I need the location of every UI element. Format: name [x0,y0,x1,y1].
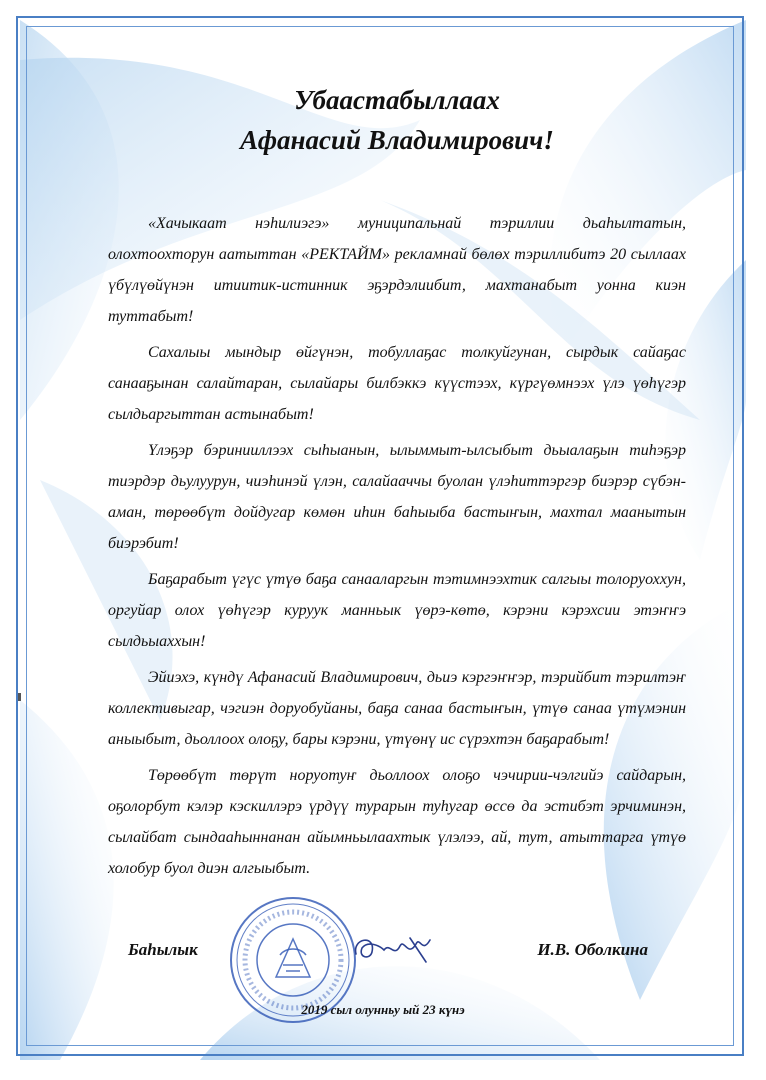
letter-date: 2019 сыл олунньу ый 23 күнэ [301,1002,465,1017]
paragraph: Сахалыы мындыр өйгүнэн, тобуллаҕас толкуйгунан, сырдык сайаҕас санааҕынан салайтаран, сылайары билбэккэ күүстээх, күргүөмнээх үлэ үөһүгэр сылдьаргыттан астынабыт! [108,344,686,423]
letter-body [108,208,686,884]
paragraph: Баҕарабыт үгүс үтүө баҕа санааларгын тэтимнээхтик салгыы толоруоххун, оргуйар олох үөһүгэр куруук манньык үөрэ-көтө, кэрэни кэрэхсии этэҥҥэ сылдьыаххын! [108,571,686,650]
greeting-title-line2: Афанасий Владимирович! [240,125,554,155]
paragraph: «Хачыкаат нэһилиэгэ» муниципальнай тэриллии дьаһылтатын, олохтоохторун аатыттан «РЕКТАЙМ» рекламнай бөлөх тэриллибитэ 20 сыллаах үбүлүөйүнэн итиитик-истинник эҕэрдэлиибит, махтанабыт уонна киэн туттабыт! [108,215,686,325]
paragraph: Үлэҕэр бэринииллээх сыһыанын, ылыммыт-ылсыбыт дьыалаҕын тиһэҕэр тиэрдэр дьулуурун, чиэһинэй үлэн, салайааччы буолан үлэһиттэргэр биэрэр сүбэн-аман, төрөөбүт дойдугар көмөн иһин баһыыба бастыҥын, махтал маанытын биэрэбит! [108,442,686,552]
signatory-name: И.В. Оболкина [537,940,648,959]
signatory-position: Баһылык [128,940,198,959]
signature-row [128,940,648,970]
greeting-title-line1: Убаастабыллаах [294,85,500,115]
paragraph: Төрөөбүт төрүт норуотуҥ дьоллоох олоҕо чэчирии-чэлгийэ сайдарын, оҕолорбут кэлэр кэскиллэрэ үрдүү турарын туһугар өссө да эстибэт эрчиминэн, сылайбат сындааһыннанан айымньылаахтык үлэлээ, ай, тут, атыттарга үтүө холобур буол диэн алгыыбыт. [108,767,686,877]
letter-content [108,80,686,889]
paragraph: Эйиэхэ, күндү Афанасий Владимирович, дьиэ кэргэҥҥэр, тэрийбит тэрилтэҥ коллективыгар, чэгиэн доруобуйаны, баҕа санаа бастыҥын, үтүө санаа үтүмэнин аныыбыт, дьоллоох олоҕу, бары кэрэни, үтүөнү ис сүрэхтэн баҕарабыт! [108,669,686,748]
scan-mark [18,693,21,701]
